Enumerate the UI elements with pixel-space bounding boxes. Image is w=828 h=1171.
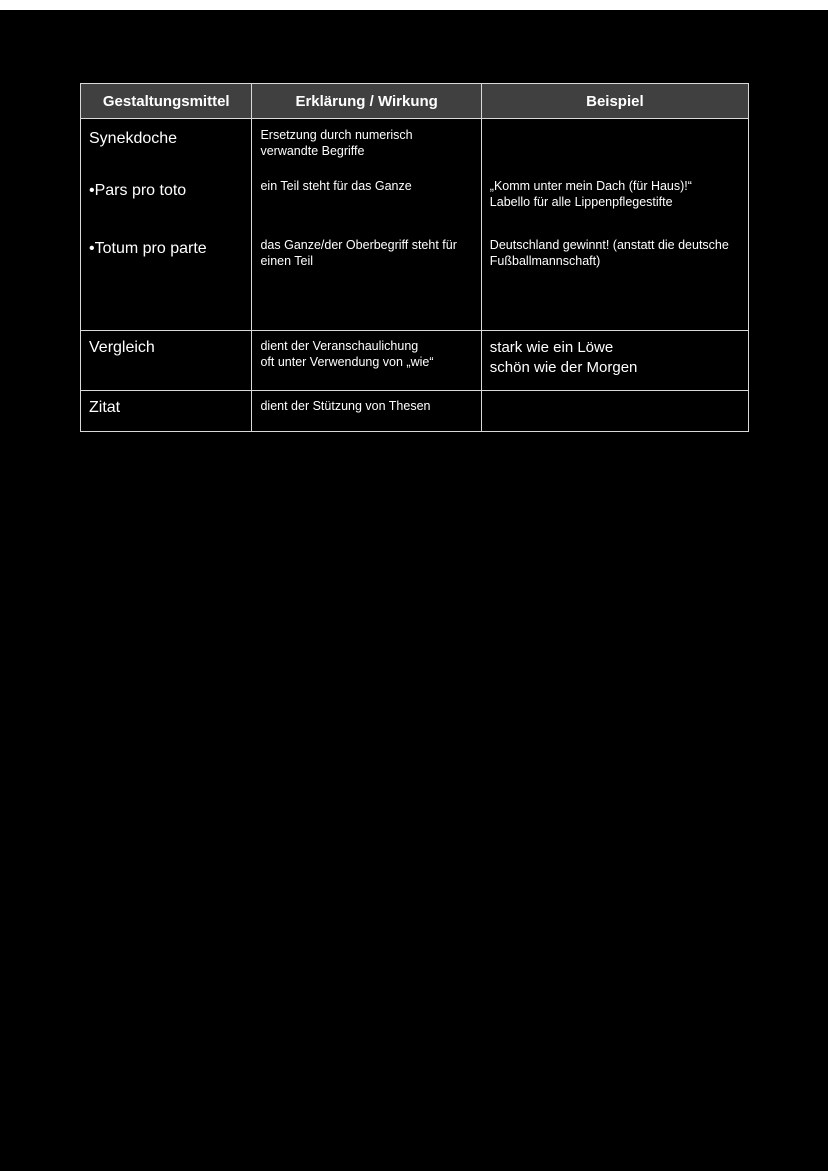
header-erklaerung: Erklärung / Wirkung: [252, 84, 481, 119]
stylistic-devices-table: [80, 83, 749, 432]
example-totum: Deutschland gewinnt! (anstatt die deutsche Fußballmannschaft): [489, 238, 729, 268]
example-vergleich-2: schön wie der Morgen: [489, 359, 638, 376]
header-beispiel: Beispiel: [481, 84, 748, 119]
explanation-vergleich-2: oft unter Verwendung von „wie“: [260, 355, 434, 369]
table-row: [81, 391, 749, 432]
term-synekdoche: Synekdoche: [89, 130, 178, 147]
cell-example: [481, 331, 748, 391]
explanation-pars-pro-toto: ein Teil steht für das Ganze: [260, 179, 412, 193]
explanation-totum-pro-parte: das Ganze/der Oberbegriff steht für einen Teil: [260, 238, 457, 268]
explanation-zitat: dient der Stützung von Thesen: [260, 399, 431, 413]
cell-example: [481, 391, 748, 432]
explanation-vergleich-1: dient der Veranschaulichung: [260, 339, 419, 353]
example-vergleich-1: stark wie ein Löwe: [489, 339, 614, 356]
page-top-edge: [0, 0, 828, 10]
explanation-synekdoche: Ersetzung durch numerisch verwandte Begriffe: [260, 128, 413, 158]
table-row: [81, 119, 749, 331]
table-row: [81, 331, 749, 391]
cell-example: [481, 119, 748, 331]
term-totum-pro-parte: •Totum pro parte: [89, 240, 207, 257]
term-zitat: Zitat: [89, 399, 121, 416]
cell-explanation: [252, 331, 481, 391]
table-header-row: [81, 84, 749, 119]
cell-term: [81, 331, 252, 391]
term-pars-pro-toto: •Pars pro toto: [89, 182, 187, 199]
header-gestaltungsmittel: Gestaltungsmittel: [81, 84, 252, 119]
cell-term: [81, 391, 252, 432]
example-pars-1: „Komm unter mein Dach (für Haus)!“: [489, 179, 692, 193]
example-pars-2: Labello für alle Lippenpflegestifte: [489, 195, 673, 209]
cell-explanation: [252, 391, 481, 432]
term-vergleich: Vergleich: [89, 339, 155, 356]
cell-term: [81, 119, 252, 331]
cell-explanation: [252, 119, 481, 331]
